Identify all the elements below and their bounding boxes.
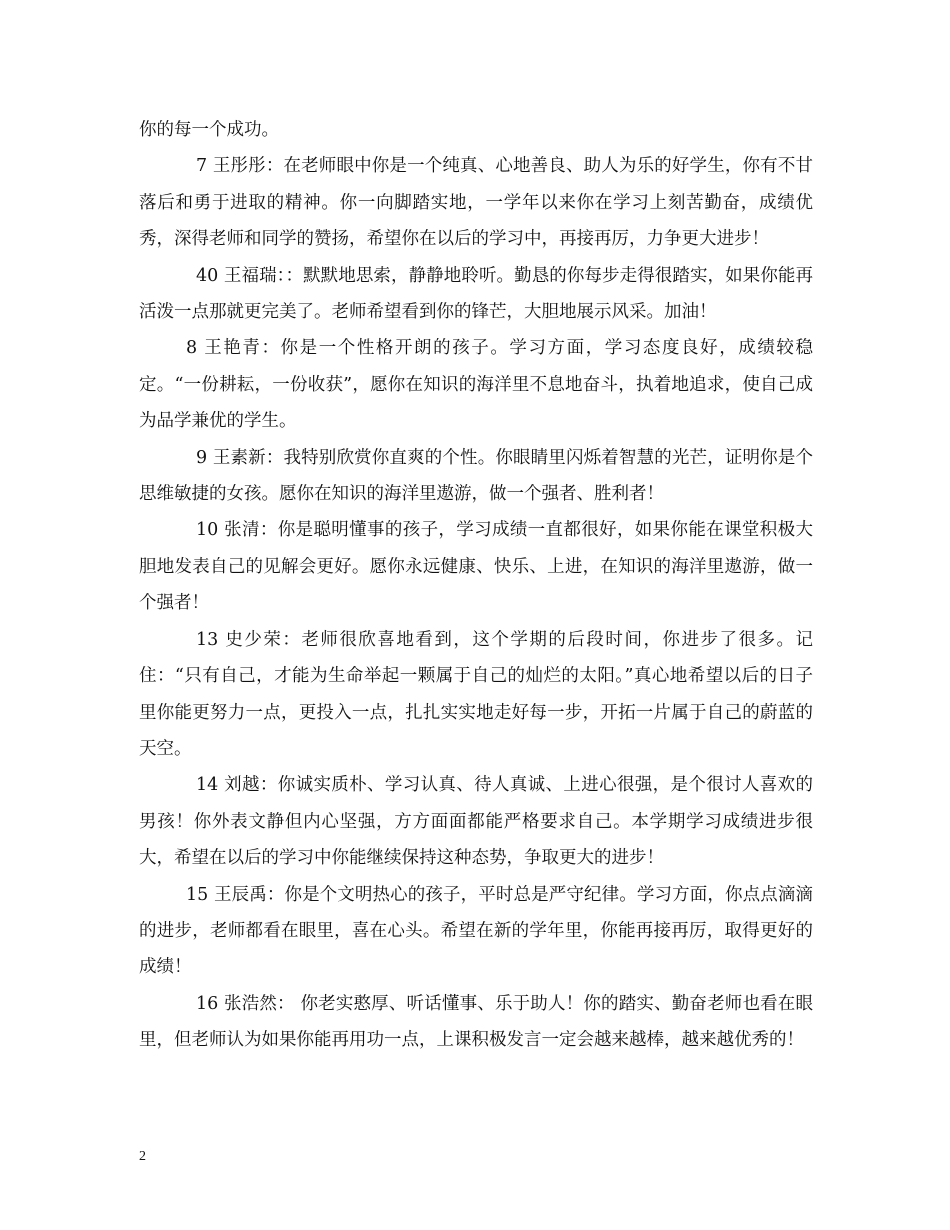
comment-paragraph-9: 9 王素新：我特别欣赏你直爽的个性。你眼睛里闪烁着智慧的光芒，证明你是个思维敏捷的女孩。愿你在知识的海洋里遨游，做一个强者、胜利者！: [139, 447, 813, 505]
comment-paragraph-15: 15 王辰禹：你是个文明热心的孩子，平时总是严守纪律。学习方面，你点点滴滴的进步，老师都看在眼里，喜在心头。希望在新的学年里，你能再接再厉，取得更好的成绩！: [139, 884, 813, 978]
comment-paragraph-40: 40 王福瑞：：默默地思索，静静地聆听。勤恳的你每步走得很踏实，如果你能再活泼一点那就更完美了。老师希望看到你的锋芒，大胆地展示风采。加油！: [139, 265, 813, 323]
paragraph-continuation: 你的每一个成功。: [139, 120, 279, 140]
comment-paragraph-10: 10 张清：你是聪明懂事的孩子，学习成绩一直都很好，如果你能在课堂积极大胆地发表自己的见解会更好。愿你永远健康、快乐、上进，在知识的海洋里遨游，做一个强者！: [139, 520, 813, 614]
comment-paragraph-7: 7 王彤彤：在老师眼中你是一个纯真、心地善良、助人为乐的好学生，你有不甘落后和勇于进取的精神。你一向脚踏实地，一学年以来你在学习上刻苦勤奋，成绩优秀，深得老师和同学的赞扬，希望你在以后的学习中，再接再厉，力争更大进步！: [139, 156, 813, 250]
comment-paragraph-16: 16 张浩然： 你老实憨厚、听话懂事、乐于助人！你的踏实、勤奋老师也看在眼里，但老师认为如果你能再用功一点，上课积极发言一定会越来越棒，越来越优秀的！: [139, 993, 813, 1051]
comment-paragraph-14: 14 刘越：你诚实质朴、学习认真、待人真诚、上进心很强，是个很讨人喜欢的男孩！你外表文静但内心坚强，方方面面都能严格要求自己。本学期学习成绩进步很大，希望在以后的学习中你能继续保持这种态势，争取更大的进步！: [139, 775, 813, 869]
document-body: [139, 112, 813, 1059]
comment-paragraph-13: 13 史少荣：老师很欣喜地看到，这个学期的后段时间，你进步了很多。记住：“只有自己，才能为生命举起一颗属于自己的灿烂的太阳。”真心地希望以后的日子里你能更努力一点，更投入一点，扎扎实实地走好每一步，开拓一片属于自己的蔚蓝的天空。: [139, 629, 813, 759]
comment-paragraph-8: 8 王艳青：你是一个性格开朗的孩子。学习方面，学习态度良好，成绩较稳定。“一份耕耘，一份收获”，愿你在知识的海洋里不息地奋斗，执着地追求，使自己成为品学兼优的学生。: [139, 338, 813, 432]
page-number: 2: [139, 1149, 146, 1164]
